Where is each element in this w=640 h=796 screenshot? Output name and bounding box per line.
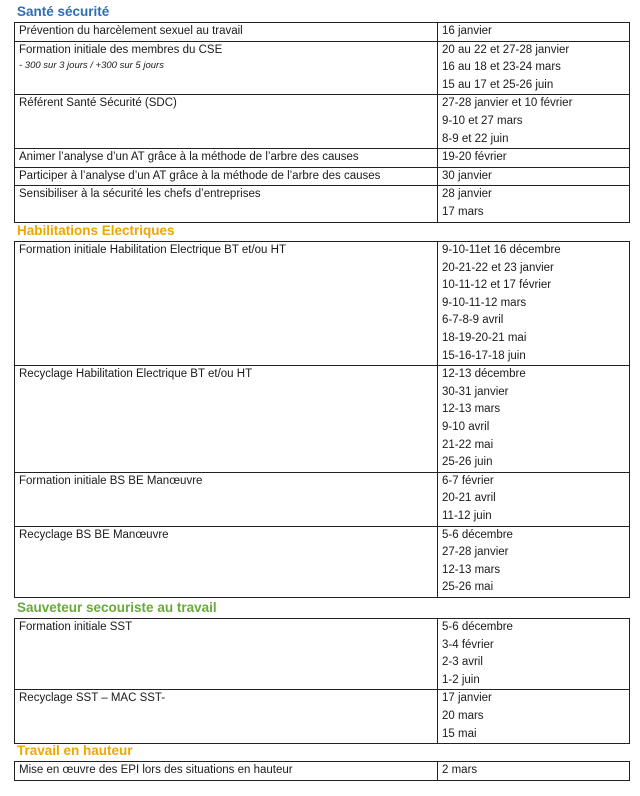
- dates-cell: [438, 619, 630, 690]
- session-date: 20-21-22 et 23 janvier: [442, 261, 554, 274]
- training-label-cell: [15, 762, 438, 781]
- training-label-cell: [15, 41, 438, 95]
- dates-cell: [438, 366, 630, 473]
- table-row: [15, 167, 630, 186]
- section-sauveteur-secouriste: [14, 598, 630, 744]
- training-label-cell: [15, 619, 438, 690]
- training-label: Formation initiale SST: [19, 621, 133, 633]
- training-label-cell: [15, 167, 438, 186]
- training-label: Sensibiliser à la sécurité les chefs d’entreprises: [19, 188, 261, 201]
- training-label-cell: [15, 366, 438, 473]
- session-date: 30 janvier: [442, 169, 492, 182]
- session-date: 6-7-8-9 avril: [442, 314, 504, 327]
- session-date: 3-4 février: [442, 638, 494, 651]
- session-date: 17 mars: [442, 205, 484, 218]
- session-date: 25-26 juin: [442, 456, 493, 469]
- session-date: 12-13 mars: [442, 403, 501, 416]
- section-table: [14, 22, 630, 223]
- training-label: Prévention du harcèlement sexuel au travail: [19, 25, 243, 37]
- training-label: Référent Santé Sécurité (SDC): [19, 97, 177, 110]
- training-label-cell: [15, 95, 438, 149]
- dates-cell: [438, 526, 630, 597]
- section-title: Habilitations Electriques: [17, 223, 175, 238]
- table-row: [15, 23, 630, 42]
- session-date: 11-12 juin: [442, 509, 492, 522]
- session-date: 15 mai: [442, 727, 477, 740]
- session-date: 19-20 février: [442, 151, 507, 164]
- session-date: 21-22 mai: [442, 438, 494, 451]
- section-table: [14, 241, 630, 598]
- dates-cell: [438, 242, 630, 366]
- training-label-cell: [15, 23, 438, 42]
- session-date: 9-10 et 27 mars: [442, 114, 523, 127]
- training-label: Participer à l’analyse d’un AT grâce à la méthode de l’arbre des causes: [19, 169, 381, 182]
- session-date: 20-21 avril: [442, 492, 496, 505]
- session-date: 27-28 janvier et 10 février: [442, 97, 573, 110]
- session-date: 18-19-20-21 mai: [442, 331, 527, 344]
- session-date: 2 mars: [442, 764, 478, 776]
- training-label-cell: [15, 472, 438, 526]
- dates-cell: [438, 472, 630, 526]
- dates-cell: [438, 23, 630, 42]
- table-row: [15, 186, 630, 222]
- session-date: 8-9 et 22 juin: [442, 132, 509, 145]
- table-row: [15, 619, 630, 690]
- training-label: Formation initiale Habilitation Electrique BT et/ou HT: [19, 244, 286, 256]
- session-date: 28 janvier: [442, 188, 492, 201]
- session-date: 5-6 décembre: [442, 528, 513, 541]
- session-date: 9-10 avril: [442, 420, 490, 433]
- table-row: [15, 690, 630, 744]
- training-label: Recyclage Habilitation Electrique BT et/ou HT: [19, 368, 253, 381]
- session-date: 5-6 décembre: [442, 621, 513, 633]
- session-date: 9-10-11-12 mars: [442, 296, 527, 309]
- session-date: 30-31 janvier: [442, 385, 509, 398]
- dates-cell: [438, 762, 630, 781]
- table-row: [15, 526, 630, 597]
- training-label: Recyclage BS BE Manœuvre: [19, 528, 169, 541]
- session-date: 1-2 juin: [442, 673, 480, 686]
- session-date: 10-11-12 et 17 février: [442, 279, 552, 292]
- session-date: 17 janvier: [442, 692, 492, 705]
- training-label-cell: [15, 242, 438, 366]
- dates-cell: [438, 690, 630, 744]
- dates-cell: [438, 149, 630, 168]
- section-travail-en-hauteur: [14, 741, 630, 781]
- session-date: 12-13 mars: [442, 563, 501, 576]
- table-row: [15, 41, 630, 95]
- training-label-cell: [15, 526, 438, 597]
- session-date: 15-16-17-18 juin: [442, 349, 526, 362]
- dates-cell: [438, 186, 630, 222]
- training-label-cell: [15, 690, 438, 744]
- section-table: [14, 761, 630, 781]
- session-date: 16 au 18 et 23-24 mars: [442, 61, 561, 74]
- table-row: [15, 366, 630, 473]
- training-label-cell: [15, 186, 438, 222]
- table-row: [15, 149, 630, 168]
- training-label: Recyclage SST – MAC SST-: [19, 692, 166, 705]
- training-label: Mise en œuvre des EPI lors des situations en hauteur: [19, 764, 293, 776]
- training-note: - 300 sur 3 jours / +300 sur 5 jours: [19, 60, 164, 72]
- training-label: Formation initiale des membres du CSE: [19, 43, 223, 56]
- section-title: Travail en hauteur: [17, 743, 133, 758]
- training-label: Animer l’analyse d’un AT grâce à la méthode de l’arbre des causes: [19, 151, 359, 164]
- session-date: 12-13 décembre: [442, 368, 526, 381]
- dates-cell: [438, 167, 630, 186]
- session-date: 6-7 février: [442, 474, 494, 487]
- section-title: Santé sécurité: [17, 4, 110, 19]
- section-table: [14, 618, 630, 744]
- dates-cell: [438, 41, 630, 95]
- session-date: 20 mars: [442, 709, 484, 722]
- training-label: Formation initiale BS BE Manœuvre: [19, 474, 203, 487]
- session-date: 27-28 janvier: [442, 546, 509, 559]
- session-date: 2-3 avril: [442, 656, 483, 669]
- session-date: 9-10-11et 16 décembre: [442, 244, 561, 256]
- section-habilitations-electriques: [14, 221, 630, 598]
- session-date: 25-26 mai: [442, 581, 494, 594]
- session-date: 15 au 17 et 25-26 juin: [442, 78, 554, 91]
- training-label-cell: [15, 149, 438, 168]
- table-row: [15, 242, 630, 366]
- dates-cell: [438, 95, 630, 149]
- section-title: Sauveteur secouriste au travail: [17, 600, 217, 615]
- session-date: 20 au 22 et 27-28 janvier: [442, 43, 570, 56]
- section-sante-securite: [14, 2, 630, 223]
- table-row: [15, 762, 630, 781]
- table-row: [15, 95, 630, 149]
- session-date: 16 janvier: [442, 25, 492, 37]
- table-row: [15, 472, 630, 526]
